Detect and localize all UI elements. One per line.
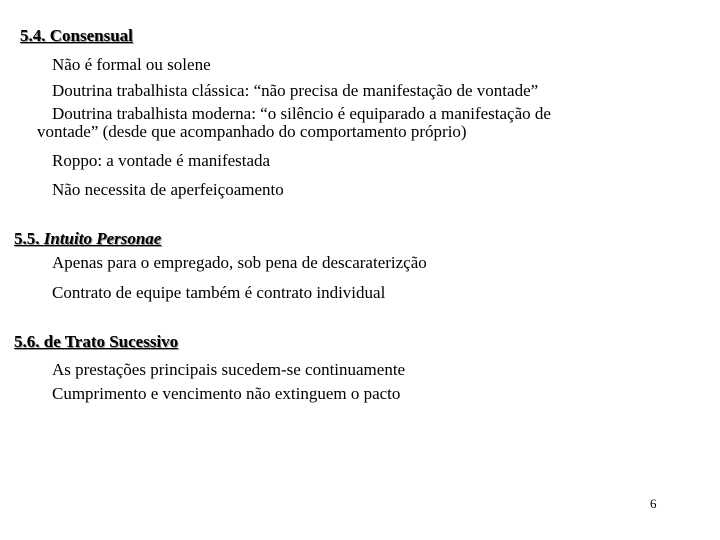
bullet-line: Não necessita de aperfeiçoamento [52, 180, 284, 199]
section-heading-consensual [20, 26, 133, 46]
bullet-line: Doutrina trabalhista clássica: “não precisa de manifestação de vontade” [52, 81, 539, 100]
section-heading-text: 5.6. de Trato Sucessivo [14, 332, 179, 351]
bullet-line: Apenas para o empregado, sob pena de descaraterizção [52, 253, 427, 272]
bullet-line-continuation: vontade” (desde que acompanhado do comportamento próprio) [37, 122, 467, 141]
section-heading-text: 5.4. Consensual [20, 26, 133, 45]
bullet-line: Roppo: a vontade é manifestada [52, 151, 271, 170]
section-heading-text: 5.5. [14, 229, 44, 248]
bullet-line: Não é formal ou solene [52, 55, 211, 74]
section-heading-emphasis: Intuito Personae [43, 229, 162, 248]
section-heading-intuito-personae [14, 229, 161, 249]
bullet-line: Doutrina trabalhista moderna: “o silêncio é equiparado a manifestação de [52, 104, 551, 123]
bullet-line: Contrato de equipe também é contrato individual [52, 283, 386, 302]
section-heading-trato-sucessivo [14, 332, 178, 352]
page-number: 6 [650, 496, 657, 511]
bullet-line: As prestações principais sucedem-se continuamente [52, 360, 406, 379]
bullet-line: Cumprimento e vencimento não extinguem o pacto [52, 384, 401, 403]
